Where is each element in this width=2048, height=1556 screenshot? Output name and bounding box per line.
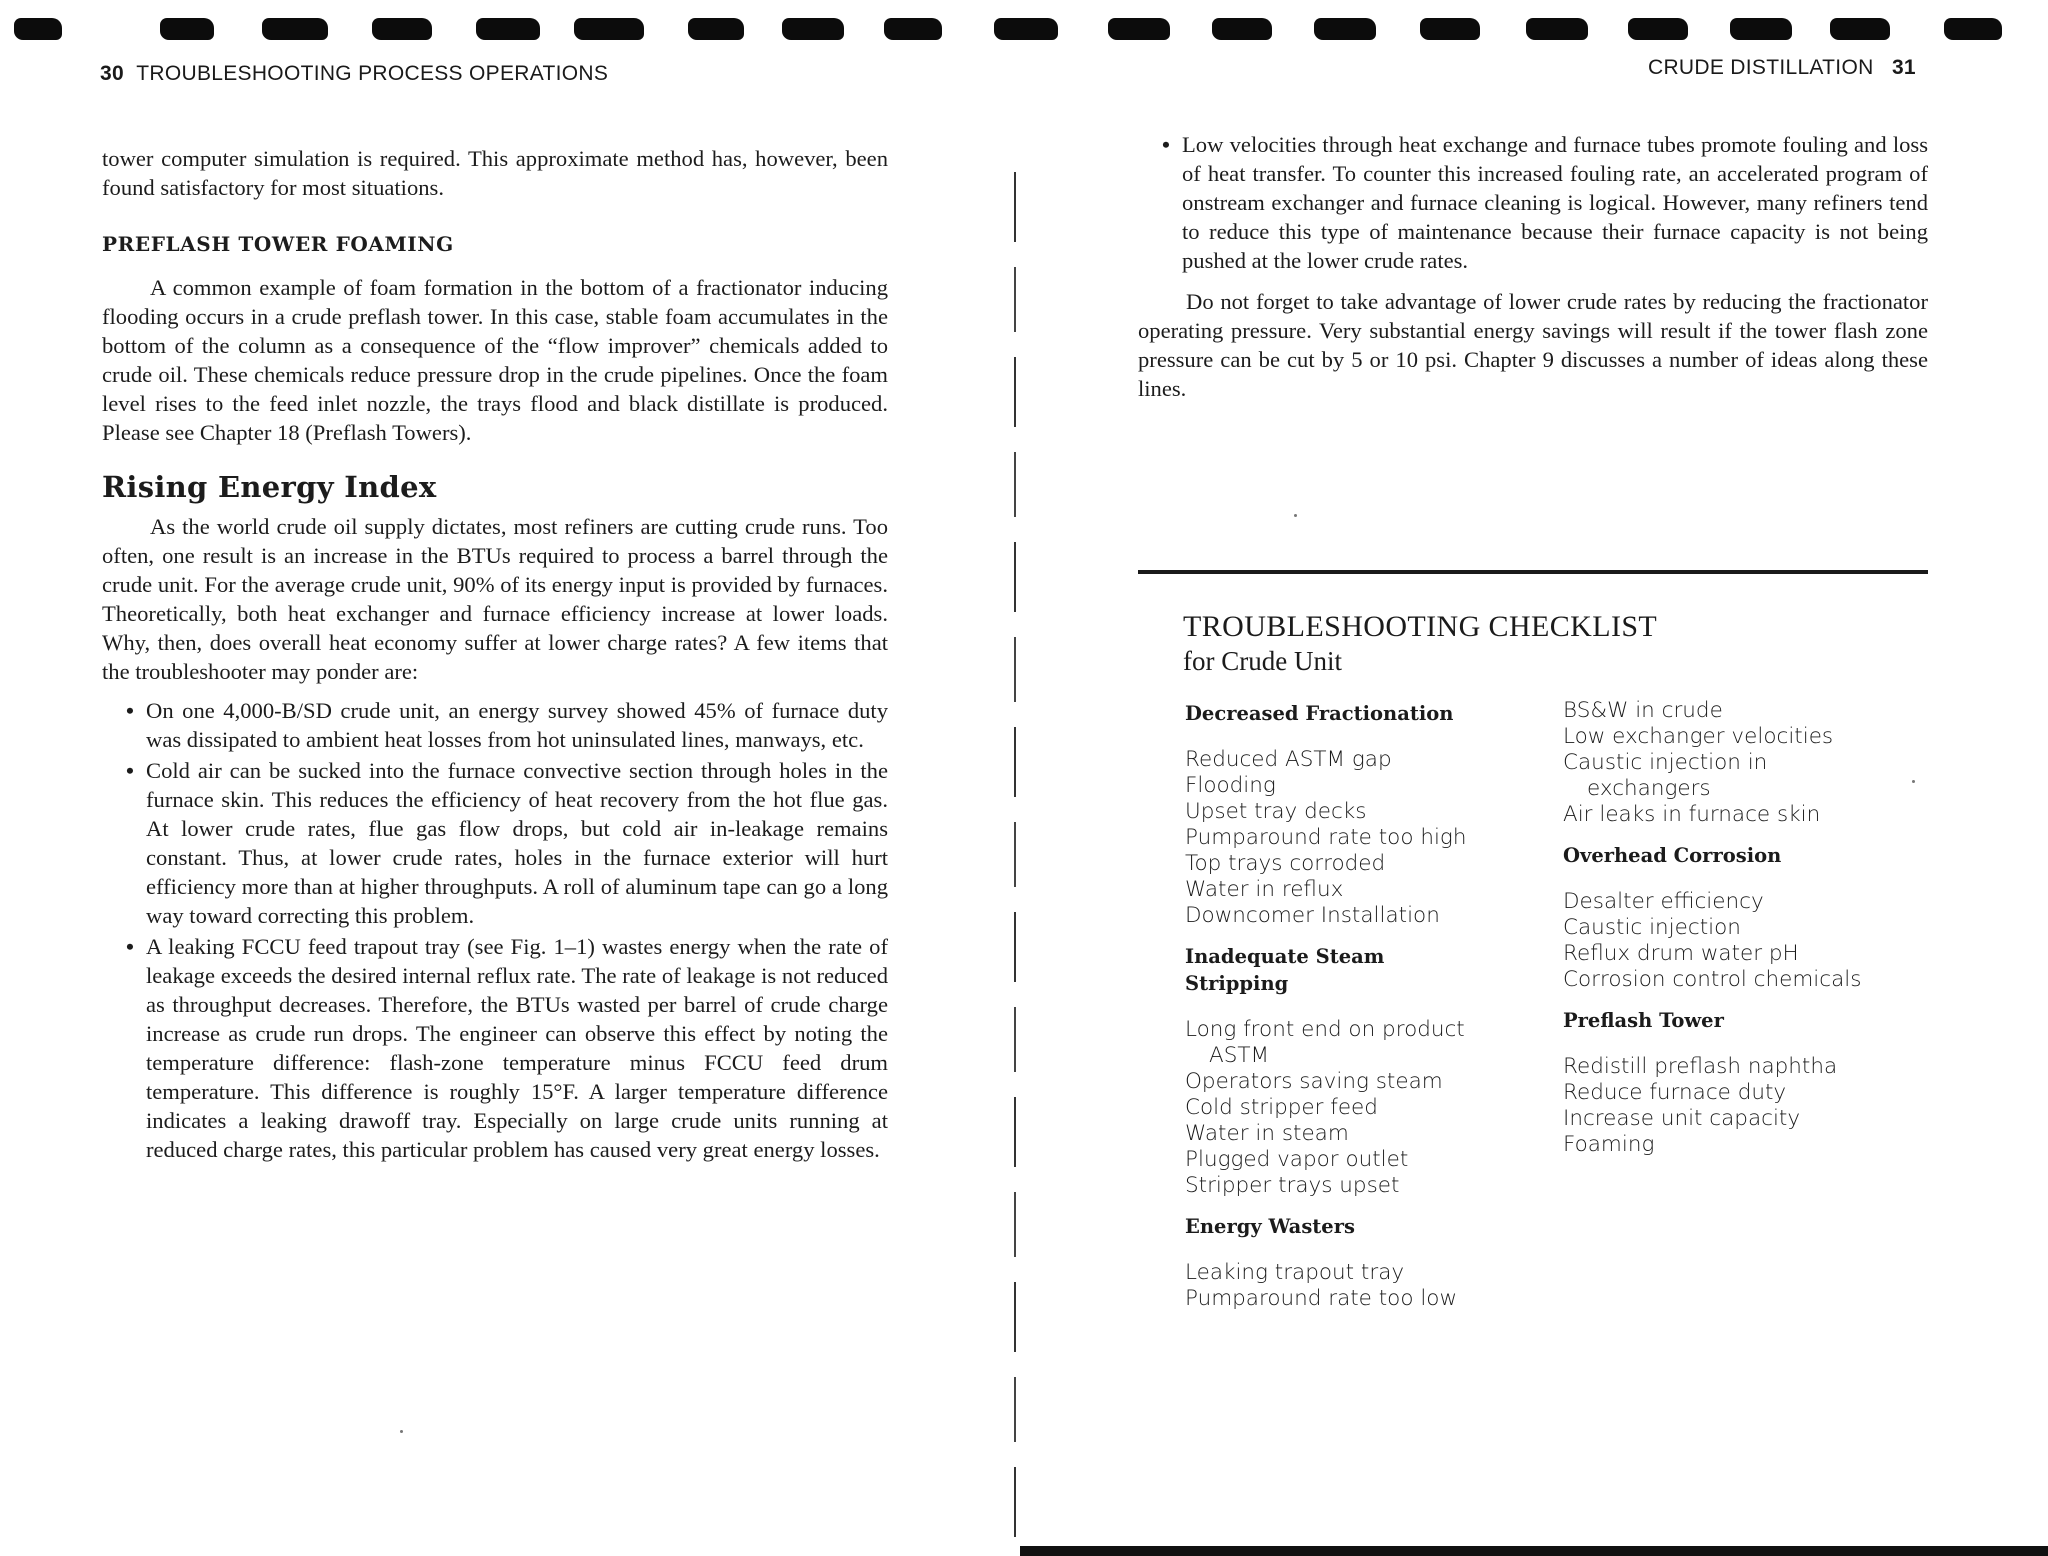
checklist-item: ASTM bbox=[1209, 1043, 1270, 1068]
bullet-glyph: • bbox=[126, 698, 134, 723]
checklist-item: BS&W in crude bbox=[1563, 698, 1723, 723]
checklist-item: Water in reflux bbox=[1185, 877, 1344, 902]
pressure-paragraph: Do not forget to take advantage of lower crude rates by reducing the fractionator operating pressure. Very substantial energy savings will result if the tower flash zone pressure can be cut by 5 or 10 psi. Chapter 9 discusses a number of ideas along these lines. bbox=[1138, 289, 1928, 401]
intro-paragraph: tower computer simulation is required. This approximate method has, however, been found satisfactory for most situations. bbox=[102, 146, 888, 200]
checklist-item: Top trays corroded bbox=[1185, 851, 1386, 876]
checklist-item: Downcomer Installation bbox=[1185, 903, 1440, 928]
bullet-glyph: • bbox=[126, 934, 134, 959]
checklist-item: Cold stripper feed bbox=[1185, 1095, 1378, 1120]
checklist-subtitle: for Crude Unit bbox=[1183, 646, 1342, 676]
checklist-item: Foaming bbox=[1563, 1132, 1655, 1157]
checklist-title: TROUBLESHOOTING CHECKLIST bbox=[1183, 610, 1658, 643]
list-item bbox=[102, 756, 888, 930]
checklist-group bbox=[1185, 700, 1525, 929]
checklist-item: Water in steam bbox=[1185, 1121, 1349, 1146]
bullet-text: On one 4,000-B/SD crude unit, an energy survey showed 45% of furnace duty was dissipated to ambient heat losses from hot uninsulated lines, manways, etc. bbox=[146, 698, 888, 752]
checklist-item: exchangers bbox=[1587, 776, 1711, 801]
right-running-head bbox=[1648, 56, 1916, 80]
checklist-item: Stripper trays upset bbox=[1185, 1173, 1400, 1198]
troubleshooting-checklist bbox=[1183, 610, 1943, 1311]
checklist-right-column bbox=[1563, 698, 1923, 1172]
checklist-item: Reduce furnace duty bbox=[1563, 1080, 1787, 1105]
list-item bbox=[102, 696, 888, 754]
page-gutter bbox=[1014, 172, 1016, 1556]
checklist-item: Reflux drum water pH bbox=[1563, 941, 1799, 966]
left-running-title: TROUBLESHOOTING PROCESS OPERATIONS bbox=[136, 62, 609, 85]
checklist-item: Increase unit capacity bbox=[1563, 1106, 1801, 1131]
spiral-binding bbox=[0, 14, 2048, 54]
group-heading: Decreased Fractionation bbox=[1185, 702, 1454, 725]
left-page-number: 30 bbox=[100, 62, 124, 85]
scan-speck bbox=[400, 1430, 403, 1433]
checklist-left-column bbox=[1185, 700, 1525, 1326]
checklist-item: Pumparound rate too low bbox=[1185, 1286, 1458, 1311]
bottom-edge-shadow bbox=[1020, 1546, 2048, 1556]
checklist-item: Caustic injection bbox=[1563, 915, 1741, 940]
preflash-paragraph: A common example of foam formation in the bottom of a fractionator inducing flooding occurs in a crude preflash tower. In this case, stable foam accumulates in the bottom of the column as a consequence of the “flow improver” chemicals added to crude oil. These chemicals reduce pressure drop in the crude pipelines. Once the foam level rises to the feed inlet nozzle, the trays flood and black distillate is produced. Please see Chapter 18 (Preflash Towers). bbox=[102, 275, 888, 445]
checklist-item: Air leaks in furnace skin bbox=[1563, 802, 1821, 827]
checklist-item: Caustic injection in bbox=[1563, 750, 1768, 775]
left-running-head bbox=[100, 62, 608, 86]
bullet-glyph: • bbox=[1162, 132, 1170, 157]
checklist-group bbox=[1563, 842, 1923, 993]
checklist-item: Plugged vapor outlet bbox=[1185, 1147, 1409, 1172]
energy-paragraph: As the world crude oil supply dictates, most refiners are cutting crude runs. Too often, one result is an increase in the BTUs required to process a barrel through the crude unit. For the average crude unit, 90% of its energy input is provided by furnaces. Theoretically, both heat exchanger and furnace efficiency increase at lower loads. Why, then, does overall heat economy suffer at lower charge rates? A few items that the troubleshooter may ponder are: bbox=[102, 514, 888, 684]
list-item bbox=[102, 932, 888, 1164]
checklist-group bbox=[1563, 1007, 1923, 1158]
energy-bullet-list bbox=[102, 696, 888, 1164]
checklist-item: Flooding bbox=[1185, 773, 1276, 798]
left-page-body bbox=[102, 144, 888, 1166]
scan-speck bbox=[1294, 514, 1297, 517]
right-page-body bbox=[1138, 130, 1928, 413]
checklist-item: Leaking trapout tray bbox=[1185, 1260, 1405, 1285]
checklist-item: Corrosion control chemicals bbox=[1563, 967, 1862, 992]
checklist-group bbox=[1185, 1213, 1525, 1312]
list-item bbox=[1138, 130, 1928, 275]
bullet-glyph: • bbox=[126, 758, 134, 783]
group-heading: Inadequate Steam Stripping bbox=[1185, 945, 1385, 995]
bullet-text: Cold air can be sucked into the furnace convective section through holes in the furnace skin. This reduces the efficiency of heat recovery from the hot flue gas. At lower crude rates, flue gas flow drops, but cold air in-leakage remains constant. Thus, at lower crude rates, holes in the furnace exterior will hurt efficiency more than at higher throughputs. A roll of aluminum tape can go a long way toward correcting this problem. bbox=[146, 758, 888, 928]
checklist-item: Pumparound rate too high bbox=[1185, 825, 1467, 850]
right-bullet-list bbox=[1138, 130, 1928, 275]
checklist-item: Operators saving steam bbox=[1185, 1069, 1443, 1094]
group-heading: Preflash Tower bbox=[1563, 1009, 1724, 1032]
checklist-item: Long front end on product bbox=[1185, 1017, 1465, 1042]
group-heading: Energy Wasters bbox=[1185, 1215, 1355, 1238]
checklist-item: Reduced ASTM gap bbox=[1185, 747, 1392, 772]
bullet-text: A leaking FCCU feed trapout tray (see Fig. 1–1) wastes energy when the rate of leakage exceeds the desired internal reflux rate. The rate of leakage is not reduced as throughput decreases. Therefore, the BTUs wasted per barrel of crude charge increase as crude run drops. The engineer can observe this effect by noting the temperature difference: flash-zone temperature minus FCCU feed drum temperature. This difference is roughly 15°F. A larger temperature difference indicates a leaking drawoff tray. Especially on large crude units running at reduced charge rates, this particular problem has caused very great energy losses. bbox=[146, 934, 888, 1162]
preflash-heading: PREFLASH TOWER FOAMING bbox=[102, 232, 454, 256]
checklist-item: Low exchanger velocities bbox=[1563, 724, 1834, 749]
group-heading: Overhead Corrosion bbox=[1563, 844, 1782, 867]
checklist-item: Desalter efficiency bbox=[1563, 889, 1764, 914]
right-page-number: 31 bbox=[1891, 56, 1916, 79]
energy-heading: Rising Energy Index bbox=[102, 470, 437, 504]
scan-speck bbox=[1912, 780, 1915, 783]
checklist-item: Redistill preflash naphtha bbox=[1563, 1054, 1838, 1079]
checklist-item: Upset tray decks bbox=[1185, 799, 1367, 824]
right-running-title: CRUDE DISTILLATION bbox=[1648, 56, 1874, 79]
checklist-group bbox=[1185, 943, 1525, 1199]
checklist-lead-items bbox=[1563, 698, 1923, 828]
checklist-rule bbox=[1138, 570, 1928, 574]
bullet-text: Low velocities through heat exchange and furnace tubes promote fouling and loss of heat transfer. To counter this increased fouling rate, an accelerated program of onstream exchanger and furnace cleaning is logical. However, many refiners tend to reduce this type of maintenance because their furnace capacity is not being pushed at the lower crude rates. bbox=[1182, 132, 1928, 273]
